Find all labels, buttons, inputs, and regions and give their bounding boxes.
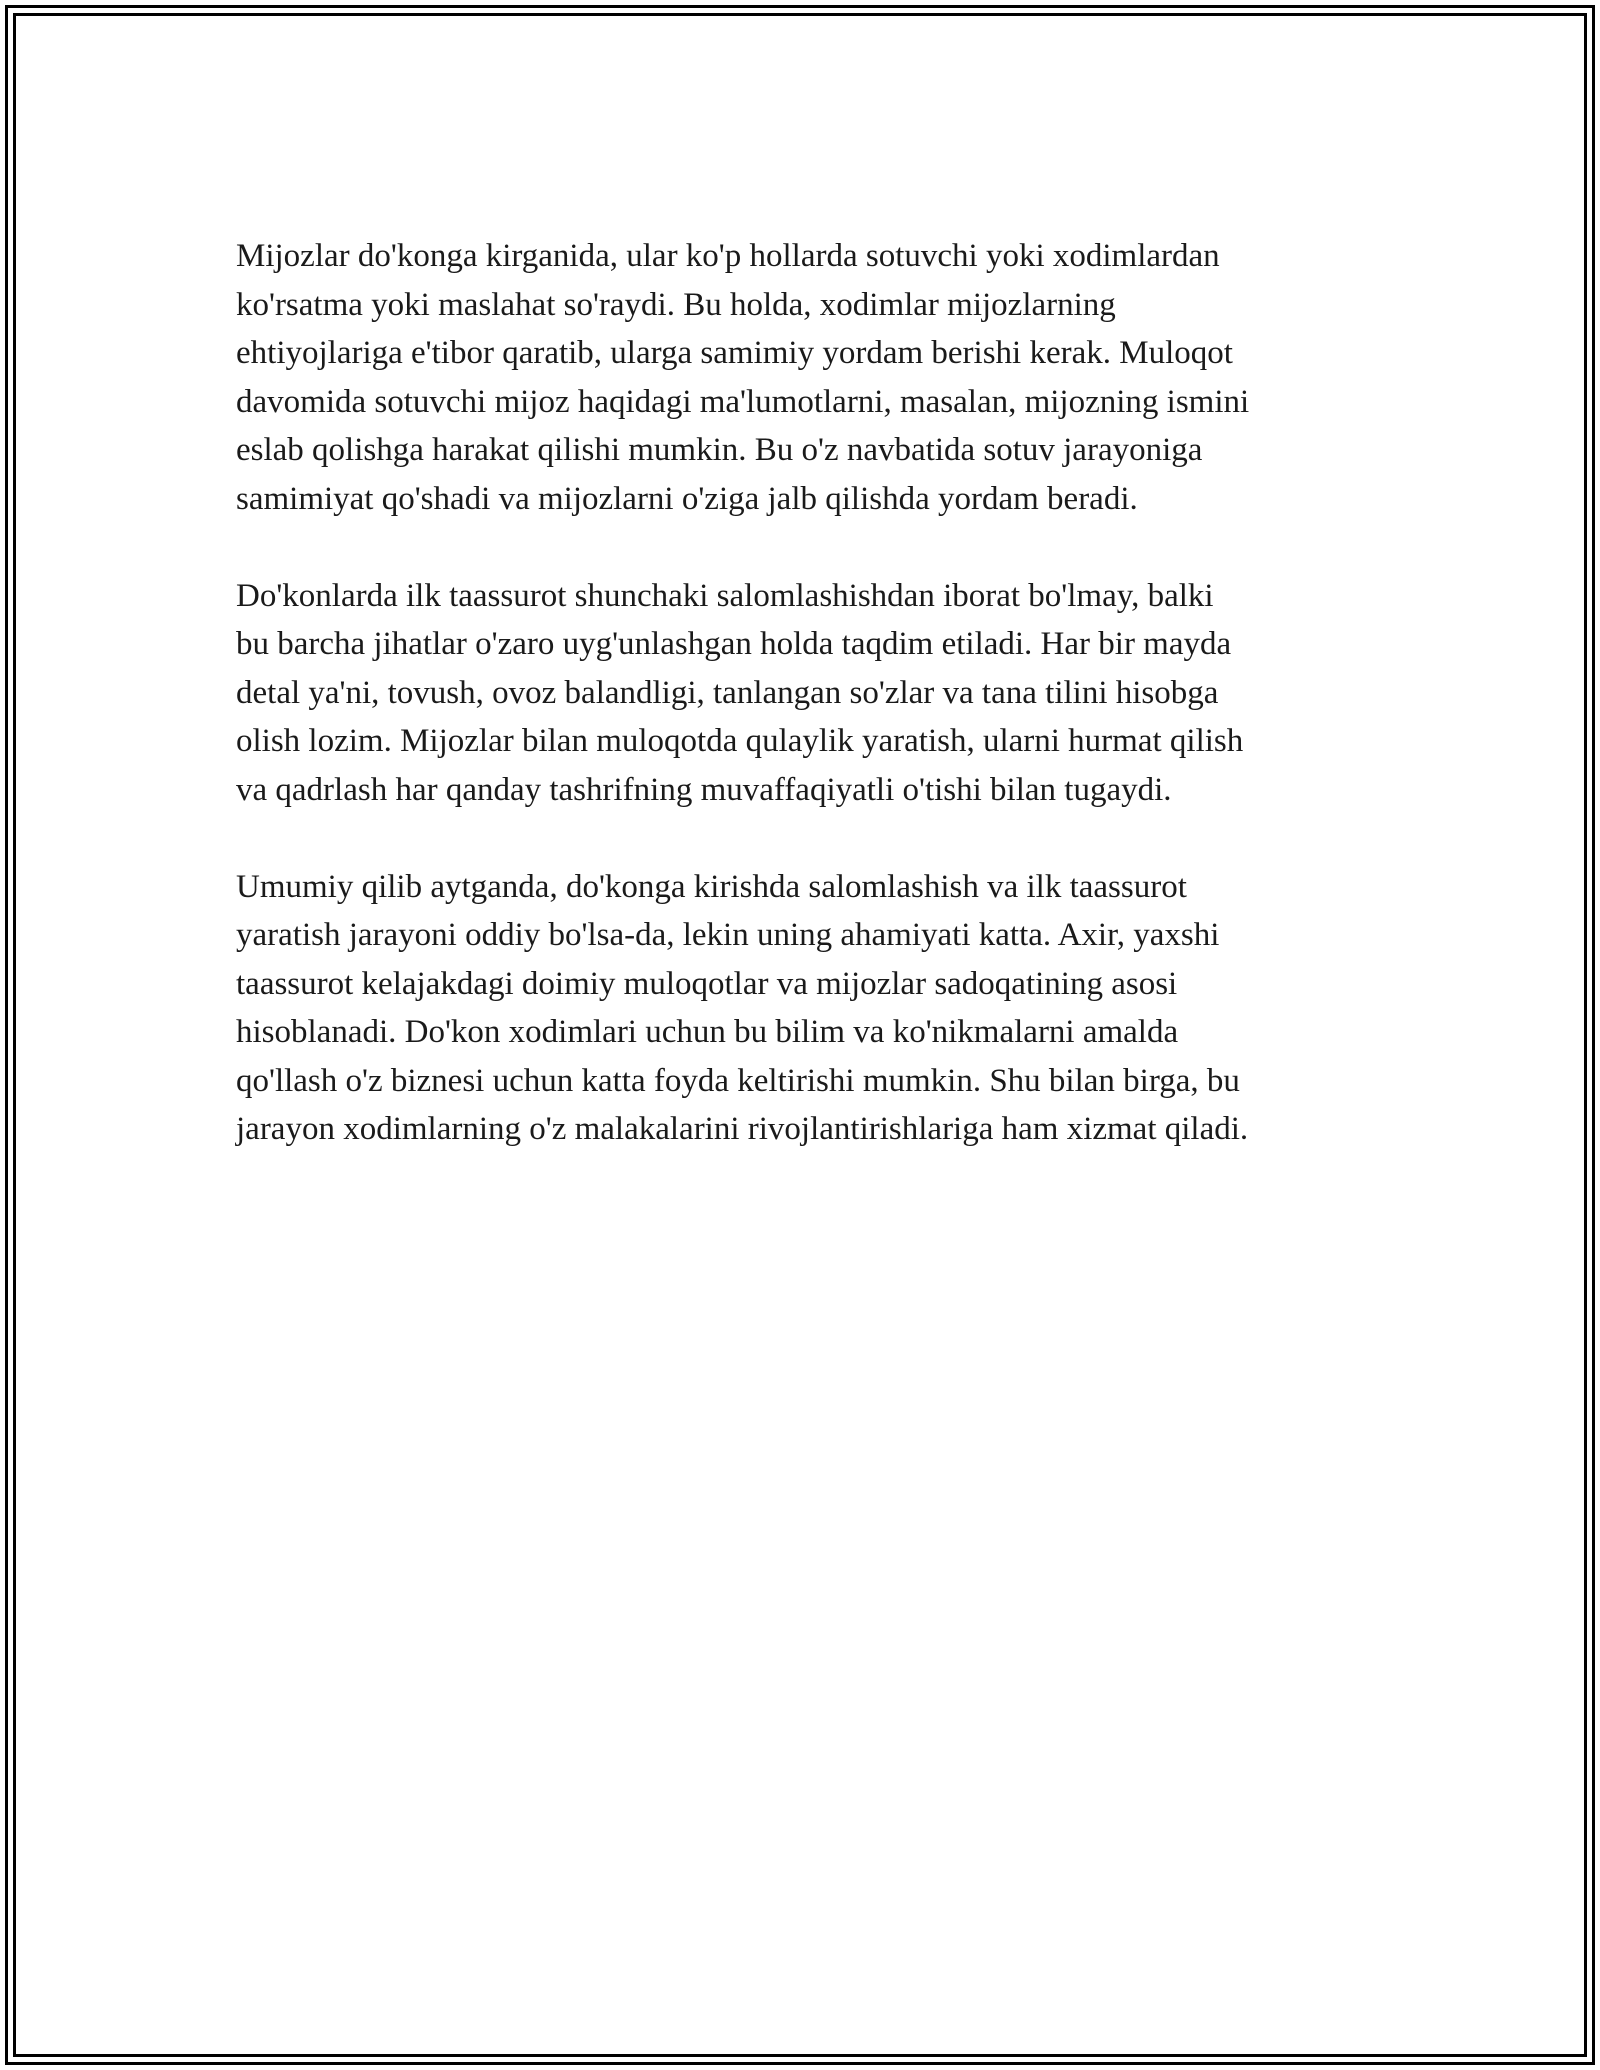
text-line: davomida sotuvchi mijoz haqidagi ma'lumotlarni, masalan, mijozning ismini xyxy=(236,383,1250,420)
paragraph-2 xyxy=(236,572,1376,815)
text-line: Umumiy qilib aytganda, do'konga kirishda salomlashish va ilk taassurot xyxy=(236,868,1187,905)
text-line: olish lozim. Mijozlar bilan muloqotda qulaylik yaratish, ularni hurmat qilish xyxy=(236,723,1244,759)
document-body xyxy=(236,232,1376,1202)
text-line: yaratish jarayoni oddiy bo'lsa-da, lekin uning ahamiyati katta. Axir, yaxshi xyxy=(236,917,1220,953)
text-line: jarayon xodimlarning o'z malakalarini rivojlantirishlariga ham xizmat qiladi. xyxy=(236,1111,1249,1147)
paragraph-1 xyxy=(236,232,1376,523)
text-line: bu barcha jihatlar o'zaro uyg'unlashgan holda taqdim etiladi. Har bir mayda xyxy=(236,626,1232,662)
text-line: detal ya'ni, tovush, ovoz balandligi, tanlangan so'zlar va tana tilini hisobga xyxy=(236,674,1219,711)
text-line: ehtiyojlariga e'tibor qaratib, ularga samimiy yordam berishi kerak. Muloqot xyxy=(236,335,1233,371)
text-line: taassurot kelajakdagi doimiy muloqotlar va mijozlar sadoqatining asosi xyxy=(236,965,1178,1002)
text-line: ko'rsatma yoki maslahat so'raydi. Bu holda, xodimlar mijozlarning xyxy=(236,286,1116,323)
text-line: samimiyat qo'shadi va mijozlarni o'ziga jalb qilishda yordam beradi. xyxy=(236,480,1138,517)
text-line: va qadrlash har qanday tashrifning muvaffaqiyatli o'tishi bilan tugaydi. xyxy=(236,771,1172,808)
text-line: eslab qolishga harakat qilishi mumkin. Bu o'z navbatida sotuv jarayoniga xyxy=(236,432,1203,468)
text-line: Mijozlar do'konga kirganida, ular ko'p hollarda sotuvchi yoki xodimlardan xyxy=(236,238,1220,274)
text-line: qo'llash o'z biznesi uchun katta foyda keltirishi mumkin. Shu bilan birga, bu xyxy=(236,1062,1240,1099)
paragraph-3 xyxy=(236,863,1376,1154)
text-line: Do'konlarda ilk taassurot shunchaki salomlashishdan iborat bo'lmay, balki xyxy=(236,577,1214,614)
text-line: hisoblanadi. Do'kon xodimlari uchun bu bilim va ko'nikmalarni amalda xyxy=(236,1014,1179,1050)
